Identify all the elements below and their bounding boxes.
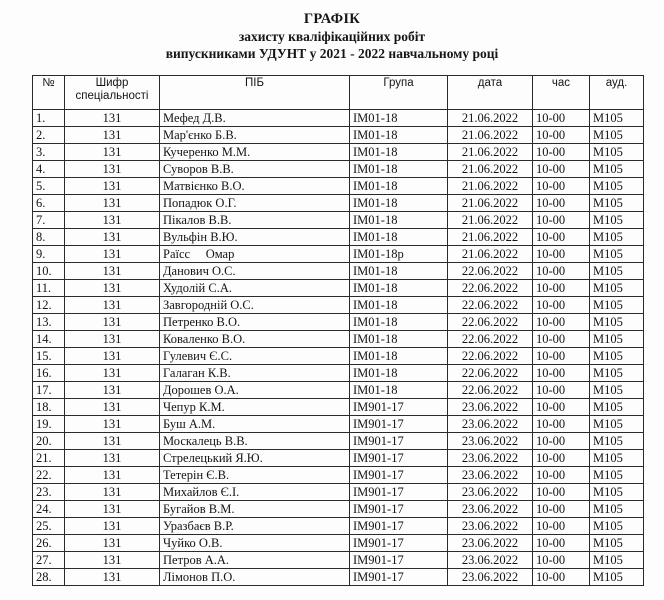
group-code: ІМ901-17	[350, 433, 448, 450]
table-row	[33, 433, 644, 450]
defense-time: 10-00	[533, 161, 590, 178]
student-name: Раїсс Омар	[160, 246, 350, 263]
group-code: ІМ01-18	[350, 331, 448, 348]
table-row	[33, 450, 644, 467]
defense-date: 23.06.2022	[448, 552, 533, 569]
student-name: Суворов В.В.	[160, 161, 350, 178]
defense-date: 21.06.2022	[448, 110, 533, 127]
row-number: 1.	[33, 110, 65, 127]
defense-date: 21.06.2022	[448, 178, 533, 195]
specialty-code: 131	[65, 331, 160, 348]
room-number: М105	[590, 246, 644, 263]
defense-date: 23.06.2022	[448, 416, 533, 433]
room-number: М105	[590, 433, 644, 450]
defense-time: 10-00	[533, 127, 590, 144]
group-code: ІМ901-17	[350, 467, 448, 484]
specialty-code: 131	[65, 552, 160, 569]
table-row	[33, 195, 644, 212]
table-row	[33, 518, 644, 535]
defense-date: 21.06.2022	[448, 144, 533, 161]
group-code: ІМ901-17	[350, 399, 448, 416]
column-header-specialty-code: Шифр спеціальності	[65, 76, 160, 110]
group-code: ІМ901-17	[350, 552, 448, 569]
group-code: ІМ01-18	[350, 382, 448, 399]
room-number: М105	[590, 518, 644, 535]
room-number: М105	[590, 212, 644, 229]
specialty-code: 131	[65, 433, 160, 450]
student-name: Буш А.М.	[160, 416, 350, 433]
group-code: ІМ01-18	[350, 280, 448, 297]
table-row	[33, 314, 644, 331]
table-row	[33, 569, 644, 586]
defense-date: 21.06.2022	[448, 195, 533, 212]
room-number: М105	[590, 195, 644, 212]
defense-time: 10-00	[533, 297, 590, 314]
defense-date: 23.06.2022	[448, 467, 533, 484]
student-name: Чепур К.М.	[160, 399, 350, 416]
defense-time: 10-00	[533, 212, 590, 229]
group-code: ІМ901-17	[350, 484, 448, 501]
row-number: 23.	[33, 484, 65, 501]
defense-time: 10-00	[533, 314, 590, 331]
row-number: 20.	[33, 433, 65, 450]
row-number: 21.	[33, 450, 65, 467]
group-code: ІМ01-18	[350, 314, 448, 331]
room-number: М105	[590, 297, 644, 314]
row-number: 8.	[33, 229, 65, 246]
defense-time: 10-00	[533, 348, 590, 365]
defense-time: 10-00	[533, 382, 590, 399]
defense-time: 10-00	[533, 280, 590, 297]
room-number: М105	[590, 331, 644, 348]
group-code: ІМ01-18	[350, 127, 448, 144]
specialty-code: 131	[65, 178, 160, 195]
table-row	[33, 399, 644, 416]
group-code: ІМ901-17	[350, 416, 448, 433]
row-number: 14.	[33, 331, 65, 348]
room-number: М105	[590, 161, 644, 178]
table-row	[33, 382, 644, 399]
group-code: ІМ01-18	[350, 297, 448, 314]
student-name: Худолій С.А.	[160, 280, 350, 297]
specialty-code: 131	[65, 484, 160, 501]
table-row	[33, 552, 644, 569]
specialty-code: 131	[65, 365, 160, 382]
specialty-code: 131	[65, 229, 160, 246]
table-row	[33, 331, 644, 348]
table-header-row	[33, 76, 644, 110]
defense-date: 22.06.2022	[448, 280, 533, 297]
group-code: ІМ01-18	[350, 195, 448, 212]
table-row	[33, 416, 644, 433]
student-name: Дорошев О.А.	[160, 382, 350, 399]
group-code: ІМ01-18р	[350, 246, 448, 263]
specialty-code: 131	[65, 450, 160, 467]
defense-time: 10-00	[533, 484, 590, 501]
table-row	[33, 161, 644, 178]
row-number: 5.	[33, 178, 65, 195]
specialty-code: 131	[65, 297, 160, 314]
group-code: ІМ01-18	[350, 161, 448, 178]
defense-date: 22.06.2022	[448, 314, 533, 331]
table-row	[33, 297, 644, 314]
row-number: 25.	[33, 518, 65, 535]
specialty-code: 131	[65, 535, 160, 552]
row-number: 19.	[33, 416, 65, 433]
room-number: М105	[590, 467, 644, 484]
row-number: 16.	[33, 365, 65, 382]
student-name: Мар'єнко Б.В.	[160, 127, 350, 144]
room-number: М105	[590, 178, 644, 195]
room-number: М105	[590, 110, 644, 127]
row-number: 24.	[33, 501, 65, 518]
row-number: 2.	[33, 127, 65, 144]
column-header-date: дата	[448, 76, 533, 110]
defense-time: 10-00	[533, 110, 590, 127]
group-code: ІМ01-18	[350, 144, 448, 161]
student-name: Данович О.С.	[160, 263, 350, 280]
room-number: М105	[590, 382, 644, 399]
defense-date: 21.06.2022	[448, 229, 533, 246]
room-number: М105	[590, 552, 644, 569]
specialty-code: 131	[65, 263, 160, 280]
row-number: 13.	[33, 314, 65, 331]
room-number: М105	[590, 399, 644, 416]
student-name: Вульфін В.Ю.	[160, 229, 350, 246]
defense-date: 22.06.2022	[448, 365, 533, 382]
defense-time: 10-00	[533, 246, 590, 263]
room-number: М105	[590, 484, 644, 501]
column-header-group: Група	[350, 76, 448, 110]
group-code: ІМ901-17	[350, 518, 448, 535]
table-row	[33, 280, 644, 297]
room-number: М105	[590, 127, 644, 144]
table-row	[33, 467, 644, 484]
student-name: Завгородній О.С.	[160, 297, 350, 314]
table-row	[33, 110, 644, 127]
room-number: М105	[590, 501, 644, 518]
group-code: ІМ901-17	[350, 450, 448, 467]
defense-time: 10-00	[533, 467, 590, 484]
table-row	[33, 484, 644, 501]
defense-date: 22.06.2022	[448, 382, 533, 399]
defense-date: 21.06.2022	[448, 246, 533, 263]
group-code: ІМ01-18	[350, 229, 448, 246]
room-number: М105	[590, 263, 644, 280]
room-number: М105	[590, 535, 644, 552]
table-row	[33, 365, 644, 382]
column-header-number: №	[33, 76, 65, 110]
room-number: М105	[590, 450, 644, 467]
table-row	[33, 229, 644, 246]
row-number: 3.	[33, 144, 65, 161]
specialty-code: 131	[65, 195, 160, 212]
group-code: ІМ01-18	[350, 178, 448, 195]
specialty-code: 131	[65, 161, 160, 178]
student-name: Уразбаєв В.Р.	[160, 518, 350, 535]
defense-date: 23.06.2022	[448, 433, 533, 450]
specialty-code: 131	[65, 467, 160, 484]
document-subtitle: захисту кваліфікаційних робіт	[238, 29, 426, 44]
table-row	[33, 212, 644, 229]
defense-time: 10-00	[533, 195, 590, 212]
group-code: ІМ901-17	[350, 535, 448, 552]
row-number: 7.	[33, 212, 65, 229]
specialty-code: 131	[65, 212, 160, 229]
table-row	[33, 263, 644, 280]
specialty-code: 131	[65, 518, 160, 535]
table-body	[33, 110, 644, 586]
defense-time: 10-00	[533, 518, 590, 535]
row-number: 12.	[33, 297, 65, 314]
student-name: Галаган К.В.	[160, 365, 350, 382]
row-number: 15.	[33, 348, 65, 365]
room-number: М105	[590, 416, 644, 433]
column-header-room: ауд.	[590, 76, 644, 110]
table-row	[33, 535, 644, 552]
defense-date: 22.06.2022	[448, 348, 533, 365]
student-name: Стрелецький Я.Ю.	[160, 450, 350, 467]
defense-time: 10-00	[533, 416, 590, 433]
student-name: Коваленко В.О.	[160, 331, 350, 348]
defense-time: 10-00	[533, 535, 590, 552]
room-number: М105	[590, 229, 644, 246]
student-name: Михайлов Є.І.	[160, 484, 350, 501]
student-name: Пікалов В.В.	[160, 212, 350, 229]
table-row	[33, 178, 644, 195]
student-name: Мефед Д.В.	[160, 110, 350, 127]
row-number: 18.	[33, 399, 65, 416]
specialty-code: 131	[65, 569, 160, 586]
row-number: 10.	[33, 263, 65, 280]
group-code: ІМ01-18	[350, 110, 448, 127]
defense-date: 23.06.2022	[448, 535, 533, 552]
defense-date: 22.06.2022	[448, 331, 533, 348]
student-name: Матвієнко В.О.	[160, 178, 350, 195]
row-number: 11.	[33, 280, 65, 297]
document-title: ГРАФІК	[303, 11, 361, 27]
row-number: 6.	[33, 195, 65, 212]
defense-date: 23.06.2022	[448, 501, 533, 518]
table-row	[33, 246, 644, 263]
column-header-time: час	[533, 76, 590, 110]
specialty-code: 131	[65, 144, 160, 161]
defense-time: 10-00	[533, 229, 590, 246]
defense-date: 22.06.2022	[448, 263, 533, 280]
student-name: Петренко В.О.	[160, 314, 350, 331]
table-row	[33, 348, 644, 365]
group-code: ІМ01-18	[350, 212, 448, 229]
student-name: Петров А.А.	[160, 552, 350, 569]
group-code: ІМ01-18	[350, 348, 448, 365]
defense-time: 10-00	[533, 569, 590, 586]
group-code: ІМ01-18	[350, 263, 448, 280]
student-name: Попадюк О.Г.	[160, 195, 350, 212]
defense-date: 21.06.2022	[448, 161, 533, 178]
specialty-code: 131	[65, 399, 160, 416]
document-subtitle-year: випускниками УДУНТ у 2021 - 2022 навчальному році	[165, 46, 499, 61]
student-name: Лімонов П.О.	[160, 569, 350, 586]
defense-time: 10-00	[533, 178, 590, 195]
student-name: Гулевич Є.С.	[160, 348, 350, 365]
specialty-code: 131	[65, 110, 160, 127]
row-number: 27.	[33, 552, 65, 569]
room-number: М105	[590, 144, 644, 161]
defense-schedule-table	[32, 75, 644, 586]
defense-date: 22.06.2022	[448, 297, 533, 314]
specialty-code: 131	[65, 501, 160, 518]
table-row	[33, 144, 644, 161]
student-name: Бугайов В.М.	[160, 501, 350, 518]
group-code: ІМ901-17	[350, 569, 448, 586]
student-name: Чуйко О.В.	[160, 535, 350, 552]
defense-time: 10-00	[533, 365, 590, 382]
specialty-code: 131	[65, 314, 160, 331]
student-name: Москалець В.В.	[160, 433, 350, 450]
specialty-code: 131	[65, 246, 160, 263]
defense-time: 10-00	[533, 501, 590, 518]
defense-time: 10-00	[533, 450, 590, 467]
specialty-code: 131	[65, 416, 160, 433]
defense-time: 10-00	[533, 331, 590, 348]
specialty-code: 131	[65, 348, 160, 365]
defense-time: 10-00	[533, 433, 590, 450]
table-row	[33, 501, 644, 518]
defense-date: 23.06.2022	[448, 569, 533, 586]
specialty-code: 131	[65, 382, 160, 399]
defense-date: 23.06.2022	[448, 484, 533, 501]
student-name: Кучеренко М.М.	[160, 144, 350, 161]
defense-date: 21.06.2022	[448, 127, 533, 144]
row-number: 22.	[33, 467, 65, 484]
defense-date: 23.06.2022	[448, 518, 533, 535]
defense-time: 10-00	[533, 144, 590, 161]
table-row	[33, 127, 644, 144]
defense-date: 21.06.2022	[448, 212, 533, 229]
defense-time: 10-00	[533, 263, 590, 280]
group-code: ІМ901-17	[350, 501, 448, 518]
room-number: М105	[590, 280, 644, 297]
student-name: Тетерін Є.В.	[160, 467, 350, 484]
row-number: 4.	[33, 161, 65, 178]
specialty-code: 131	[65, 127, 160, 144]
defense-date: 23.06.2022	[448, 450, 533, 467]
row-number: 26.	[33, 535, 65, 552]
group-code: ІМ01-18	[350, 365, 448, 382]
row-number: 28.	[33, 569, 65, 586]
row-number: 9.	[33, 246, 65, 263]
defense-time: 10-00	[533, 399, 590, 416]
column-header-full-name: ПІБ	[160, 76, 350, 110]
room-number: М105	[590, 365, 644, 382]
row-number: 17.	[33, 382, 65, 399]
defense-time: 10-00	[533, 552, 590, 569]
room-number: М105	[590, 569, 644, 586]
room-number: М105	[590, 314, 644, 331]
specialty-code: 131	[65, 280, 160, 297]
defense-date: 23.06.2022	[448, 399, 533, 416]
room-number: М105	[590, 348, 644, 365]
